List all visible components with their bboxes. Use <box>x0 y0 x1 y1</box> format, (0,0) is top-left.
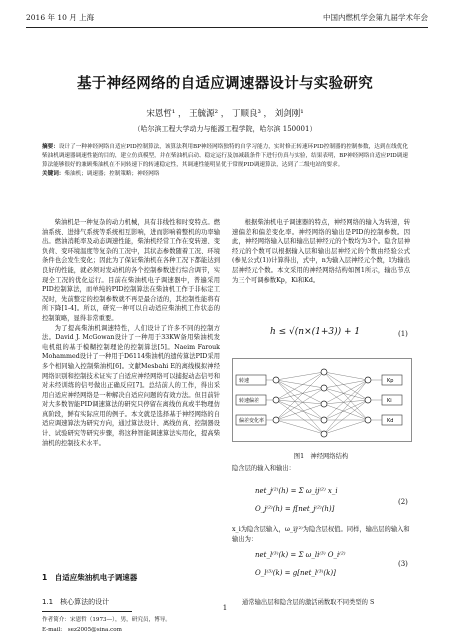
header-rule <box>26 27 428 28</box>
connection <box>324 388 368 420</box>
input-node <box>273 397 279 403</box>
output-box <box>382 395 402 405</box>
connection <box>324 380 368 434</box>
equation-1: h ≤ √(n×(1+3)) + 1 <box>270 327 361 337</box>
keywords: 柴油机；调速器；控制策略；神经网络 <box>64 171 160 177</box>
connection <box>276 372 324 380</box>
footnote-author: 作者简介：宋恩哲（1973—），男，研究员，博导。 <box>42 617 171 623</box>
input-label-error-rate: 偏差变化率 <box>239 418 265 424</box>
output-label-ki: Ki <box>387 398 392 404</box>
equation-1-number: (1) <box>398 330 408 338</box>
header-left: 2016 年 10 月 上海 <box>26 13 95 22</box>
connection <box>276 372 324 420</box>
equation-2-line-2: O_j⁽²⁾(h) = f[net_j⁽²⁾(h)] <box>255 505 335 513</box>
section-heading-1: 1 自适应柴油机电子调速器 <box>42 573 138 582</box>
equation-2-line-1: net_j⁽²⁾(h) = Σ ω_ij⁽²⁾ x_i <box>255 487 338 495</box>
abstract-label: 摘要： <box>42 144 59 150</box>
left-paragraph-1: 柴油机是一种复杂的动力机械，具有非线性和时变特点。燃油系统、进排气系统等系统相互影响，进而影响着整机的功率输出。燃油消耗率及动态调速性能，柴油机经常工作在变转速、变负荷、变环境温度等复杂的工况中，其状态参数随着工况、环境条件也会发生变化；因此为了保证柴油机在各种工况下都能达到良好的性能，就必须对发动机的各个控制参数进行综合调节，实现全工况的优化运行。目前在柴油机电子调速器中，普遍采用PID控制算法，而单纯的PID控制算法在柴油机工作于非标定工况时，先前整定的控制参数就不再是最合适的，其控制性能将有所下降[1-4]。所以，研究一种可以自动适应柴油机工作状态的控制策略，显得非常重要。 <box>42 219 220 322</box>
authors: 宋恩哲¹ ， 王毓源² ， 丁顺良³ ， 刘剑刚¹ <box>146 109 304 119</box>
output-node <box>365 377 371 383</box>
equation-3-number: (3) <box>398 560 408 568</box>
connection <box>276 404 324 420</box>
connection <box>276 388 324 420</box>
connection <box>324 380 368 388</box>
keywords-label: 关键词： <box>42 171 65 177</box>
connection <box>276 420 324 434</box>
hidden-node <box>321 385 327 391</box>
input-node <box>273 377 279 383</box>
connection <box>324 420 368 434</box>
connection <box>276 380 324 388</box>
connection <box>324 400 368 404</box>
page-number: 1 <box>222 604 228 612</box>
connection <box>276 400 324 404</box>
hidden-layer-text: 隐含层的输入和输出： <box>232 465 295 472</box>
output-label-kp: Kp <box>387 378 394 384</box>
left-paragraph-2: 为了提高柴油机调速特性，人们设计了许多不同的控制方法。David J. McGowan设计了一种用于33KW备用柴油机发电机组的基于模糊控制理论的控制算法[5]。Naeim Farouk Mohammed设计了一种用于D6114柴油机的遗传算法PID采用多个相同输入控制柴油机[6]。文献Mesbahi E的离线模拟神经网络识别和控制技术证实了自适应神经网络可以捕捉动态信号和对未经训练的信号做出正确反应[7]。总结前人的工作，得出采用自适应神经网络是一种解决自适应问题的有效方法。但目前针对大多数智能PID调速算法的研究只停留在离线仿真或半物理仿真阶段，鲜有实际应用的例子。本文就是选择基于神经网络的自适应调速算法为研究方向，通过算法设计、离线仿真、控制器设计、试验研究等研究步骤，将这种智能调速算法实用化，提高柴油机的控制技术水平。 <box>42 324 220 447</box>
equation-3-line-1: net_l⁽³⁾(k) = Σ ω_li⁽³⁾ O_i⁽²⁾ <box>255 551 346 559</box>
input-label-error: 转速偏差 <box>239 398 260 404</box>
section-heading-1-1: 1.1 核心算法的设计 <box>42 598 110 606</box>
connection <box>276 380 324 404</box>
hidden-node <box>321 431 327 437</box>
equation-3-line-2: O_l⁽³⁾(k) = g[net_l⁽³⁾(k)] <box>255 569 336 577</box>
paper-title: 基于神经网络的自适应调速器设计与实验研究 <box>77 76 373 92</box>
footnote-email: E-mail: sez2005@sina.com <box>42 627 122 633</box>
affiliation: （哈尔滨工程大学动力与能源工程学院，哈尔滨 150001） <box>133 125 317 133</box>
connection <box>324 380 368 404</box>
hidden-node <box>321 369 327 375</box>
connection <box>324 372 368 420</box>
output-node <box>365 397 371 403</box>
hidden-node <box>321 401 327 407</box>
figure-caption: 图1 神经网络结构 <box>293 453 349 460</box>
connection <box>276 388 324 400</box>
last-line-text: 通常输出层和隐含层的激活函数取不同类型的 S <box>242 599 375 606</box>
hidden-node <box>321 417 327 423</box>
abstract <box>42 143 408 179</box>
output-layer-text: x_i为隐含层输入，ω_ij⁽²⁾为隐含层权值。同样，输出层的输入和输出为： <box>232 526 410 543</box>
output-label-kd: Kd <box>387 418 394 424</box>
connection <box>324 404 368 420</box>
output-node <box>365 417 371 423</box>
right-paragraph-1: 根据柴油机电子调速器的特点，神经网络的输入为转速，转速偏差和偏差变化率。神经网络的输出是PID的控制参数。因此，神经网络输入层和输出层神经元的个数均为3个。隐含层神经元的个数可以根据输入层和输出层神经元的个数由经验公式(参见公式(1))计算得出，式中，n为输入层神经元个数，l为输出层神经元个数。本文采用的神经网络结构如图1所示，输出节点为三个可调参数Kp，Ki和Kd。 <box>232 219 410 284</box>
neural-network-figure <box>232 358 412 442</box>
connection <box>276 380 324 434</box>
right-column <box>232 218 410 285</box>
connection <box>324 388 368 400</box>
left-column <box>42 218 220 448</box>
connection <box>324 372 368 380</box>
equation-2 <box>255 482 338 518</box>
header-right: 中国内燃机学会第九届学术年会 <box>323 13 428 22</box>
input-node <box>273 417 279 423</box>
abstract-text: 设计了一种神经网络自适应PID控制算法，该算法利用BP神经网络独特的自学习能力，实时修正转速环PID控制器的控制参数，达到在线优化柴油机调速器调速性能的目的，建立仿真模型，并在柴油机启动、稳定运行及加减载条件下进行仿真与实验，结果表明，BP神经网络自适应PID调速算法能够很好的兼顾柴油机在不同转速下的转速稳定性，其调速性能明显优于常规PID调速算法，达到了二级电站的要求。 <box>42 144 408 168</box>
network-nodes <box>236 369 402 437</box>
equation-2-number: (2) <box>398 498 408 506</box>
input-label-speed: 转速 <box>239 378 250 384</box>
running-header <box>26 12 428 24</box>
equation-3 <box>255 546 346 582</box>
